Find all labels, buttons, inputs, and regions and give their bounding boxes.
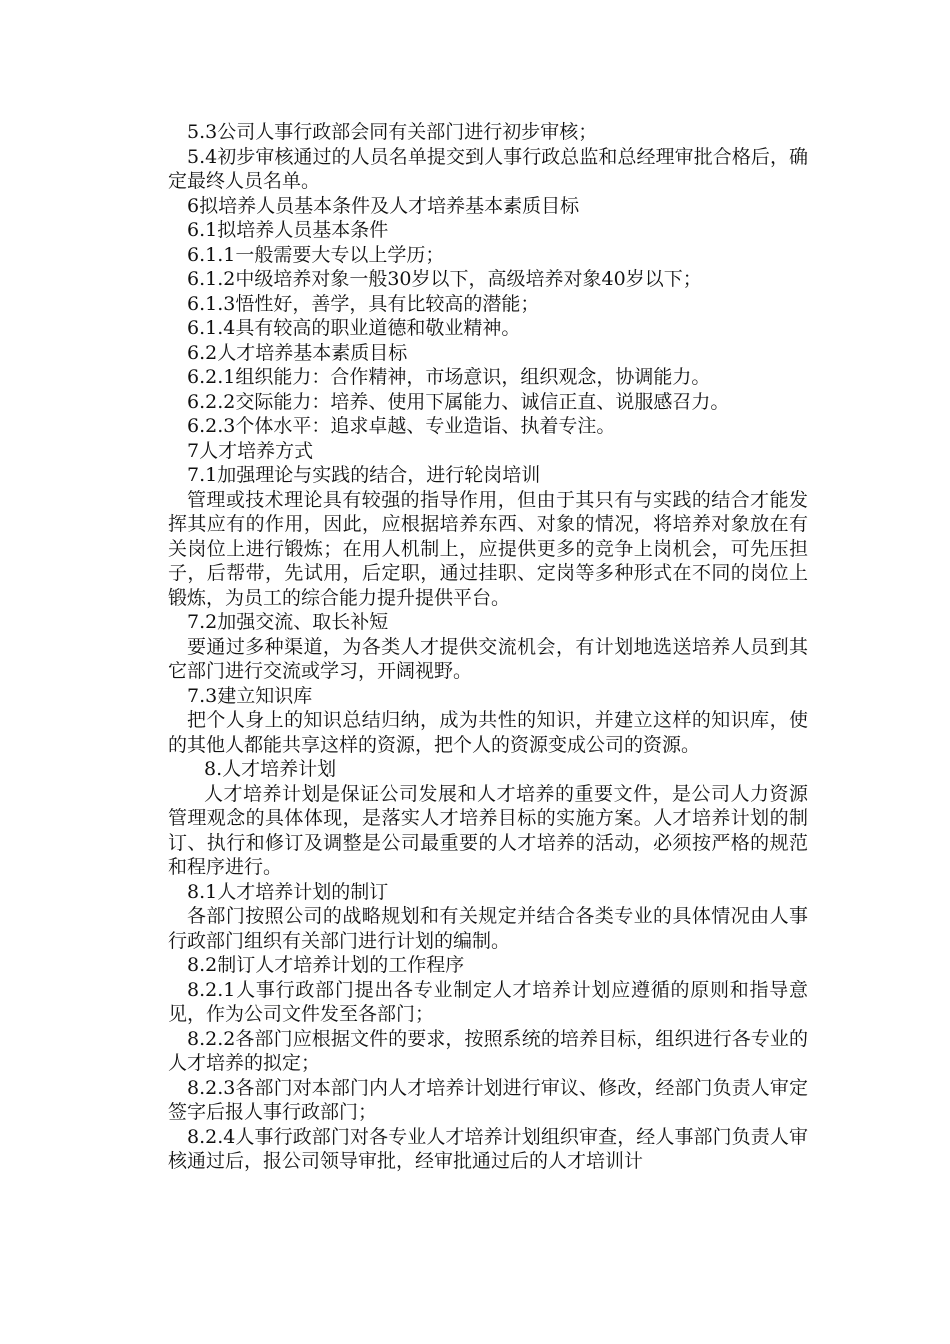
heading-8-1: 8.1人才培养计划的制订 xyxy=(187,880,389,903)
paragraph-6-1-4: 6.1.4具有较高的职业道德和敬业精神。 xyxy=(187,317,521,339)
paragraph-6-2-3: 6.2.3个体水平：追求卓越、专业造诣、执着专注。 xyxy=(187,415,616,437)
paragraph-7-3-body: 把个人身上的知识总结归纳，成为共性的知识，并建立这样的知识库，使的其他人都能共享这样的资源，把个人的资源变成公司的资源。 xyxy=(168,709,808,756)
heading-6: 6拟培养人员基本条件及人才培养基本素质目标 xyxy=(187,194,580,217)
paragraph-8-body: 人才培养计划是保证公司发展和人才培养的重要文件，是公司人力资源管理观念的具体体现，是落实人才培养目标的实施方案。人才培养计划的制订、执行和修订及调整是公司最重要的人才培养的活动，必须按严格的规范和程序进行。 xyxy=(168,782,808,878)
paragraph-6-2-1: 6.2.1组织能力：合作精神，市场意识，组织观念，协调能力。 xyxy=(187,366,711,388)
paragraph-6-2-2: 6.2.2交际能力：培养、使用下属能力、诚信正直、说服感召力。 xyxy=(187,390,730,413)
paragraph-8-2-3: 8.2.3各部门对本部门内人才培养计划进行审议、修改，经部门负责人审定签字后报人事行政部门； xyxy=(168,1076,808,1123)
heading-7: 7人才培养方式 xyxy=(187,439,314,462)
heading-8: 8.人才培养计划 xyxy=(204,758,337,780)
paragraph-8-2-2: 8.2.2各部门应根据文件的要求，按照系统的培养目标，组织进行各专业的人才培养的拟定； xyxy=(168,1027,808,1074)
paragraph-5-3: 5.3公司人事行政部会同有关部门进行初步审核； xyxy=(187,121,598,143)
paragraph-7-2-body: 要通过多种渠道，为各类人才提供交流机会，有计划地选送培养人员到其它部门进行交流或学习，开阔视野。 xyxy=(168,635,808,682)
paragraph-7-1-body: 管理或技术理论具有较强的指导作用，但由于其只有与实践的结合才能发挥其应有的作用，因此，应根据培养东西、对象的情况，将培养对象放在有关岗位上进行锻炼；在用人机制上，应提供更多的竞争上岗机会，可先压担子，后帮带，先试用，后定职，通过挂职、定岗等多种形式在不同的岗位上锻炼，为员工的综合能力提升提供平台。 xyxy=(168,488,808,609)
paragraph-8-2-1: 8.2.1人事行政部门提出各专业制定人才培养计划应遵循的原则和指导意见，作为公司文件发至各部门； xyxy=(168,978,808,1025)
document-body xyxy=(168,120,808,1174)
heading-8-2: 8.2制订人才培养计划的工作程序 xyxy=(187,954,465,976)
paragraph-6-1-3: 6.1.3悟性好，善学，具有比较高的潜能； xyxy=(187,292,540,315)
paragraph-8-2-4: 8.2.4人事行政部门对各专业人才培养计划组织审查，经人事部门负责人审核通过后，报公司领导审批，经审批通过后的人才培训计 xyxy=(168,1125,808,1172)
paragraph-6-1-2: 6.1.2中级培养对象一般30岁以下，高级培养对象40岁以下； xyxy=(187,268,702,290)
heading-7-3: 7.3建立知识库 xyxy=(187,684,313,707)
paragraph-8-1-body: 各部门按照公司的战略规划和有关规定并结合各类专业的具体情况由人事行政部门组织有关部门进行计划的编制。 xyxy=(168,905,808,952)
heading-6-2: 6.2人才培养基本素质目标 xyxy=(187,341,408,364)
heading-7-2: 7.2加强交流、取长补短 xyxy=(187,611,389,633)
paragraph-5-4: 5.4初步审核通过的人员名单提交到人事行政总监和总经理审批合格后，确定最终人员名单。 xyxy=(168,145,808,192)
heading-7-1: 7.1加强理论与实践的结合，进行轮岗培训 xyxy=(187,464,541,486)
paragraph-6-1-1: 6.1.1一般需要大专以上学历； xyxy=(187,243,445,266)
heading-6-1: 6.1拟培养人员基本条件 xyxy=(187,219,389,241)
